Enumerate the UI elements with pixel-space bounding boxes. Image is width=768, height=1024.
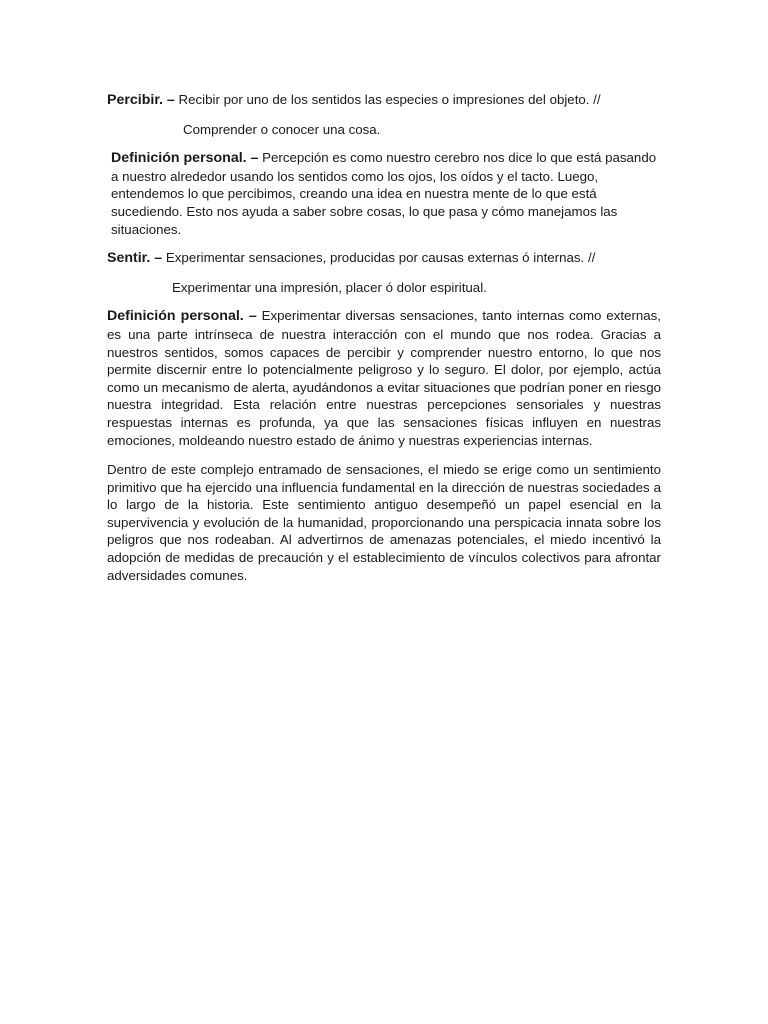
percibir-definition: [107, 91, 661, 110]
personal-definition-2-text: Experimentar diversas sensaciones, tanto internas como externas, es una parte intrínseca de nuestra interacción con el mundo que nos rodea. Gracias a nuestros sentidos, somos capaces de percibir y comprender nuestro entorno, lo que nos permite discernir entre lo potencialmente peligroso y lo seguro. El dolor, por ejemplo, actúa como un mecanismo de alerta, ayudándonos a evitar situaciones que podrían poner en riesgo nuestra integridad. Esta relación entre nuestras percepciones sensoriales y nuestras respuestas internas es profunda, ya que las sensaciones físicas influyen en nuestras emociones, moldeando nuestro estado de ánimo y nuestras experiencias internas.: [107, 308, 661, 448]
sentir-definition-text: Experimentar sensaciones, producidas por causas externas ó internas. //: [165, 250, 596, 266]
sentir-term: Sentir. –: [107, 250, 163, 267]
personal-definition-2-term: Definición personal. –: [107, 308, 257, 325]
personal-definition-1-text: Percepción es como nuestro cerebro nos dice lo que está pasando a nuestro alrededor usando los sentidos como los ojos, los oídos y el tacto. Luego, entendemos lo que percibimos, creando una idea en nuestra mente de lo que está sucediendo. Esto nos ayuda a saber sobre cosas, lo que pasa y cómo manejamos las situaciones.: [111, 150, 657, 237]
personal-definition-2: [107, 307, 661, 449]
sentir-definition: [107, 249, 661, 268]
document-page: [107, 91, 661, 584]
percibir-alt-definition: Comprender o conocer una cosa.: [183, 121, 381, 137]
sentir-alt-definition: Experimentar una impresión, placer ó dolor espiritual.: [172, 279, 487, 295]
personal-definition-1: [107, 149, 661, 238]
personal-definition-1-term: Definición personal. –: [111, 150, 259, 167]
closing-paragraph: Dentro de este complejo entramado de sensaciones, el miedo se erige como un sentimiento primitivo que ha ejercido una influencia fundamental en la dirección de nuestras sociedades a lo largo de la historia. Este sentimiento antiguo desempeñó un papel esencial en la supervivencia y evolución de la humanidad, proporcionando una perspicacia innata sobre los peligros que nos rodeaban. Al advertirnos de amenazas potenciales, el miedo incentivó la adopción de medidas de precaución y el establecimiento de vínculos colectivos para afrontar adversidades comunes.: [107, 462, 661, 583]
percibir-definition-text: Recibir por uno de los sentidos las especies o impresiones del objeto. //: [178, 92, 601, 107]
percibir-term: Percibir. –: [107, 92, 175, 108]
